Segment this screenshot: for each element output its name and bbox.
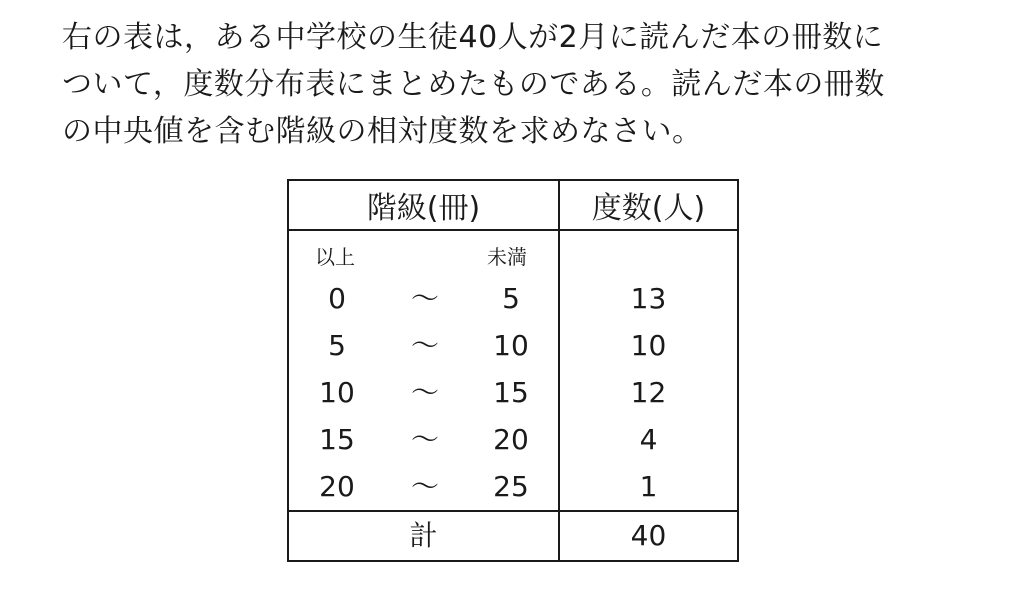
class-upper-value: 15 (493, 376, 529, 409)
range-tilde: 〜 (410, 470, 439, 503)
subheader-upper-bound: 未満 (487, 245, 527, 269)
range-tilde: 〜 (410, 329, 439, 362)
class-lower-value: 0 (328, 282, 346, 315)
class-range-cell (288, 322, 559, 369)
class-range-cell (288, 275, 559, 322)
class-upper-value: 20 (493, 423, 529, 456)
table-row (288, 275, 738, 322)
table-row (288, 416, 738, 463)
frequency-value: 13 (630, 282, 667, 315)
total-label: 計 (288, 511, 559, 561)
frequency-value: 1 (639, 470, 658, 503)
subheader-lower-bound: 以上 (315, 245, 355, 269)
range-tilde: 〜 (410, 376, 439, 409)
table-header-row (288, 180, 738, 230)
class-lower-value: 10 (319, 376, 355, 409)
table-total-row (288, 511, 738, 561)
header-class: 階級(冊) (288, 180, 559, 230)
frequency-value: 4 (639, 423, 658, 456)
class-upper-value: 5 (502, 282, 520, 315)
class-lower-value: 20 (319, 470, 355, 503)
problem-line-2: ついて，度数分布表にまとめたものである。読んだ本の冊数 (62, 67, 885, 102)
class-range-cell (288, 463, 559, 511)
table-row (288, 369, 738, 416)
table-row (288, 322, 738, 369)
table-row (288, 463, 738, 511)
class-upper-value: 10 (493, 329, 529, 362)
table-subheader-row (288, 230, 738, 275)
range-tilde: 〜 (410, 423, 439, 456)
class-upper-value: 25 (493, 470, 529, 503)
subheader-empty-cell (559, 230, 738, 275)
frequency-value: 12 (630, 376, 667, 409)
class-range-cell (288, 416, 559, 463)
problem-line-3: の中央値を含む階級の相対度数を求めなさい。 (62, 114, 703, 149)
range-tilde: 〜 (410, 282, 439, 315)
frequency-value: 10 (630, 329, 667, 362)
frequency-distribution-table (287, 179, 739, 562)
header-frequency: 度数(人) (559, 180, 738, 230)
class-lower-value: 5 (328, 329, 346, 362)
total-value: 40 (559, 511, 738, 561)
class-range-cell (288, 369, 559, 416)
problem-text (62, 14, 982, 155)
class-lower-value: 15 (319, 423, 355, 456)
problem-line-1: 右の表は，ある中学校の生徒40人が2月に読んだ本の冊数に (62, 20, 884, 55)
subheader-cell (288, 230, 559, 275)
